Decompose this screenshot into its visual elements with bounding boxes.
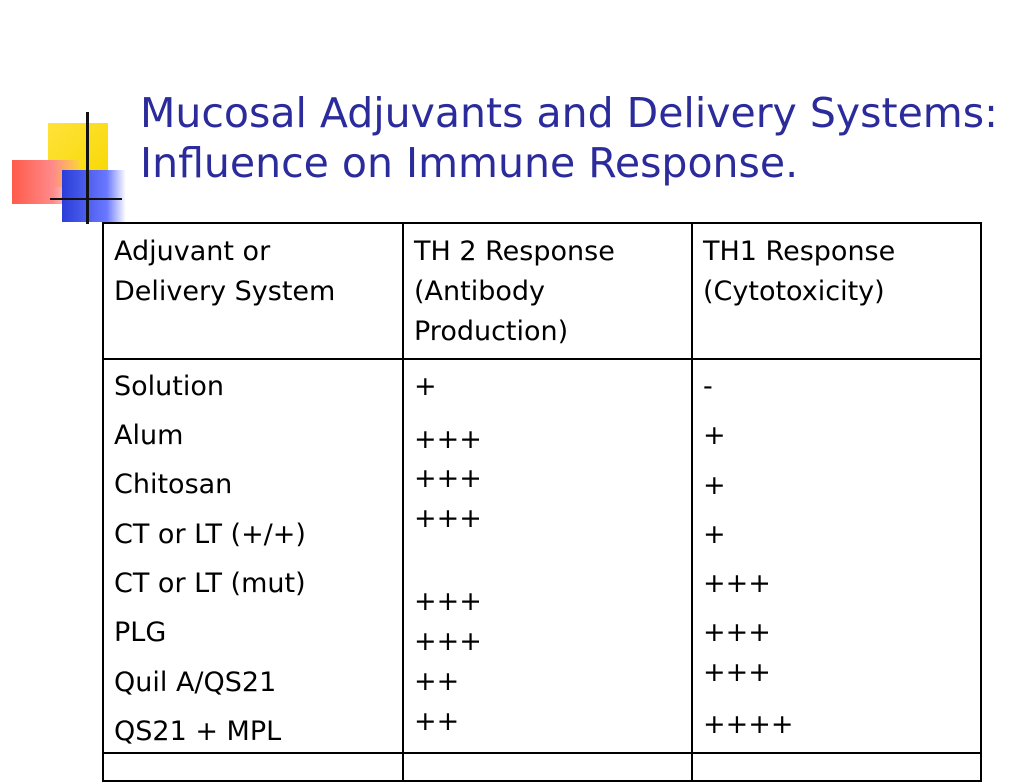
header-th1-response	[703, 232, 895, 312]
header-text: (Antibody	[414, 276, 545, 307]
th2-value: +++	[414, 586, 482, 617]
th2-value: ++	[414, 666, 460, 697]
title-line-1: Mucosal Adjuvants and Delivery Systems:	[140, 89, 998, 137]
row-label-qs21-mpl: QS21 + MPL	[114, 716, 282, 747]
th2-value: +++	[414, 626, 482, 657]
row-label-ct-lt-mut: CT or LT (mut)	[114, 568, 306, 599]
decor-blue-square	[62, 170, 126, 222]
header-text: TH 2 Response	[414, 236, 615, 267]
header-divider	[104, 358, 980, 360]
header-text: Adjuvant or	[114, 236, 271, 267]
row-divider	[104, 752, 980, 754]
th1-value: +	[703, 470, 726, 501]
th2-value: +++	[414, 463, 482, 494]
th1-value: +	[703, 420, 726, 451]
header-adjuvant	[114, 232, 335, 312]
column-divider	[691, 224, 693, 780]
decor-horizontal-line	[50, 198, 122, 200]
th1-value: +	[703, 519, 726, 550]
row-label-chitosan: Chitosan	[114, 469, 233, 500]
row-label-plg: PLG	[114, 617, 167, 648]
row-label-solution: Solution	[114, 371, 224, 402]
row-label-alum: Alum	[114, 420, 184, 451]
th1-value: +++	[703, 617, 771, 648]
th1-value: ++++	[703, 709, 794, 740]
th2-value: ++	[414, 706, 460, 737]
header-text: Delivery System	[114, 276, 336, 307]
response-table	[102, 222, 982, 782]
th1-value: -	[703, 371, 713, 402]
row-label-ct-lt-wt: CT or LT (+/+)	[114, 519, 306, 550]
slide-title	[140, 88, 998, 188]
th2-value: +++	[414, 503, 482, 534]
th2-value: +++	[414, 424, 482, 455]
row-label-quil-a: Quil A/QS21	[114, 667, 277, 698]
column-divider	[402, 224, 404, 780]
header-text: Production)	[414, 316, 569, 347]
header-th2-response	[414, 232, 615, 352]
th1-value: +++	[703, 568, 771, 599]
th2-value: +	[414, 371, 437, 402]
decor-vertical-line	[86, 112, 89, 224]
header-text: TH1 Response	[703, 236, 896, 267]
title-line-2: Influence on Immune Response.	[140, 139, 799, 187]
th1-value: +++	[703, 657, 771, 688]
header-text: (Cytotoxicity)	[703, 276, 885, 307]
